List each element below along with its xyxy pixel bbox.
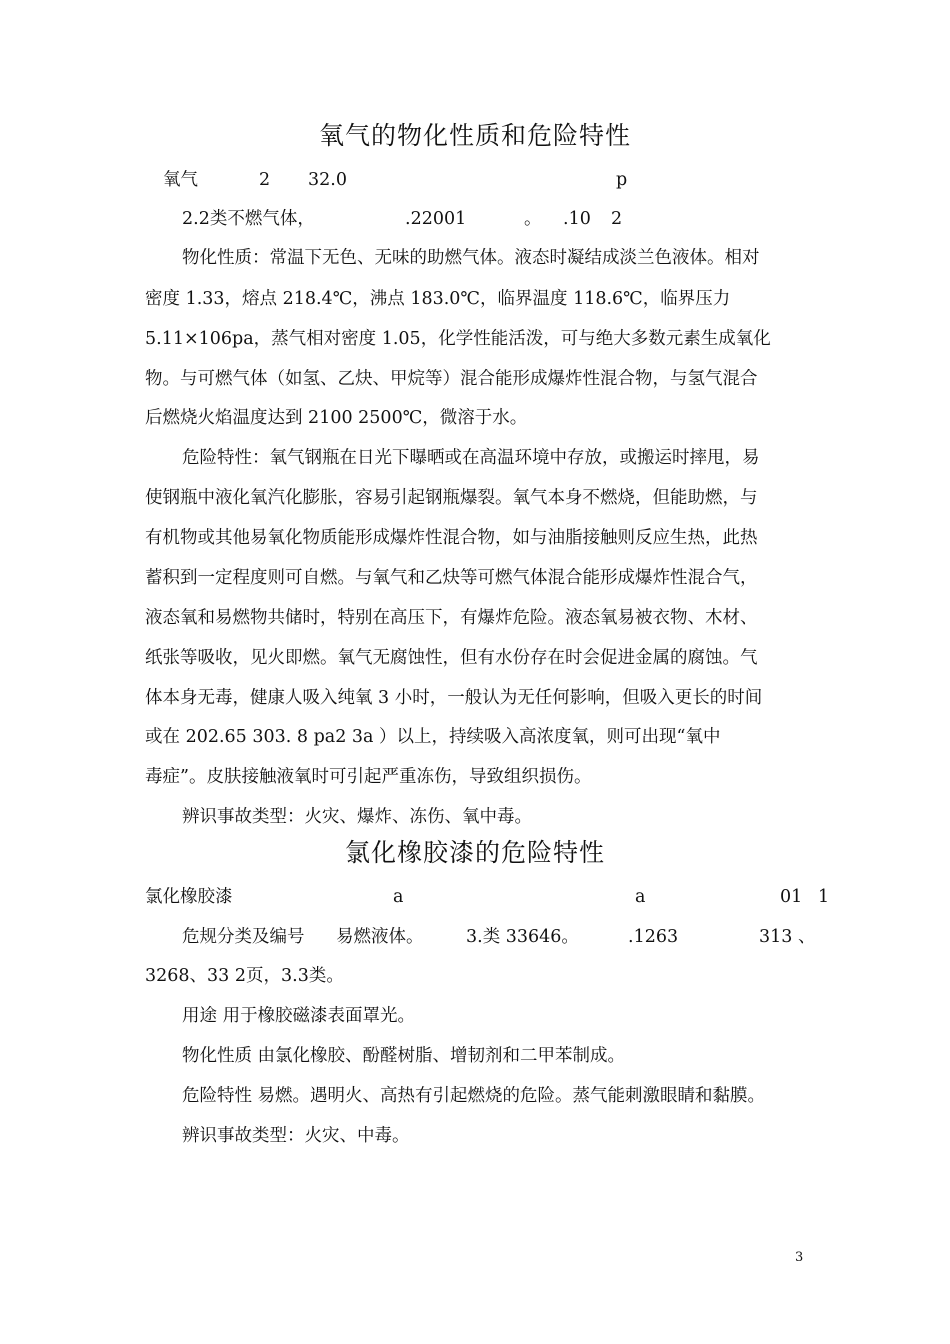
hazard-line: 使钢瓶中液化氧汽化膨胀，容易引起钢瓶爆裂。氧气本身不燃烧，但能助燃，与 [145,488,758,508]
props-line: 后燃烧火焰温度达到 2100 2500℃，微溶于水。 [145,408,528,428]
hazard-line: 液态氧和易燃物共储时，特别在高压下，有爆炸危险。液态氧易被衣物、木材、 [145,608,758,628]
hazard-line: 有机物或其他易氧化物质能形成爆炸性混合物，如与油脂接触则反应生热，此热 [145,528,758,548]
hazard-line: 或在 202.65 303. 8 pa2 3a ）以上，持续吸入高浓度氧，则可出现“氧中 [145,727,721,747]
substance-name: 氧气 [163,170,198,190]
header-field: a [393,887,404,907]
class-field: .22001 [405,209,467,229]
class-label: 危规分类及编号 [182,927,305,947]
header-field: 32.0 [308,170,347,190]
class-field: .10 [563,209,591,229]
class-line: 3268、33 2页，3.3类。 [145,966,344,986]
hazard-line: 纸张等吸收，见火即燃。氧气无腐蚀性，但有水份存在时会促进金属的腐蚀。气 [145,648,758,668]
class-field: 。 [524,209,542,229]
header-field: a [635,887,646,907]
hazard-line: 蓄积到一定程度则可自燃。与氧气和乙炔等可燃气体混合能形成爆炸性混合气， [145,568,758,588]
header-field: 01 [780,887,803,907]
props-line: 物。与可燃气体（如氢、乙炔、甲烷等）混合能形成爆炸性混合物，与氢气混合 [145,369,758,389]
hazard-line: 体本身无毒，健康人吸入纯氧 3 小时，一般认为无任何影响，但吸入更长的时间 [145,688,763,708]
hazard-line: 危险特性 易燃。遇明火、高热有引起燃烧的危险。蒸气能刺激眼睛和黏膜。 [182,1086,766,1106]
hazard-line: 毒症”。皮肤接触液氧时可引起严重冻伤，导致组织损伤。 [145,767,592,787]
class-field: 313 、 [759,927,816,947]
props-line: 密度 1.33，熔点 218.4℃，沸点 183.0℃，临界温度 118.6℃，临界压力 [145,289,731,309]
header-field: p [616,170,628,190]
class-field: 3.类 33646。 [466,927,579,947]
props-line: 5.11×106pa，蒸气相对密度 1.05，化学性能活泼，可与绝大多数元素生成氧化 [145,329,771,349]
accident-type: 辨识事故类型：火灾、爆炸、冻伤、氧中毒。 [182,807,532,827]
header-field: 1 [818,887,830,907]
props-line: 物化性质 由氯化橡胶、酚醛树脂、增韧剂和二甲苯制成。 [182,1046,626,1066]
hazard-line: 危险特性：氧气钢瓶在日光下曝晒或在高温环境中存放，或搬运时摔甩，易 [182,448,760,468]
class-field: 2.2类不燃气体， [182,209,315,229]
substance-name: 氯化橡胶漆 [145,887,233,907]
section-title-oxygen: 氧气的物化性质和危险特性 [318,121,631,150]
props-line: 物化性质：常温下无色、无味的助燃气体。液态时凝结成淡兰色液体。相对 [182,248,760,268]
section-title-chlorinated-rubber: 氯化橡胶漆的危险特性 [344,838,605,867]
accident-type: 辨识事故类型：火灾、中毒。 [182,1126,410,1146]
usage-line: 用途 用于橡胶磁漆表面罩光。 [182,1006,416,1026]
header-field: 2 [259,170,271,190]
class-field: 2 [611,209,623,229]
class-field: 易燃液体。 [336,927,424,947]
page-number: 3 [795,1250,804,1265]
class-field: .1263 [628,927,679,947]
